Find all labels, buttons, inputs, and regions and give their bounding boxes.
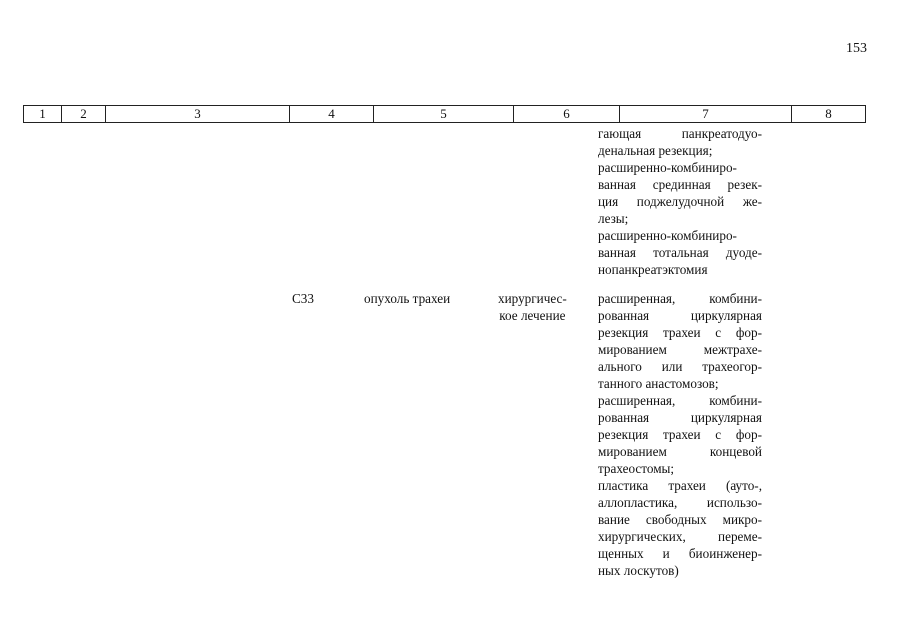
text-line: трахеостомы; (598, 461, 675, 476)
diagnosis-cell: опухоль трахеи (364, 291, 451, 306)
text-line: танного анастомозов; (598, 376, 719, 391)
column-header-5: 5 (374, 106, 514, 123)
column-header-6: 6 (514, 106, 620, 123)
text-line: аллопластика, использо- (598, 495, 762, 510)
text-line: резекция трахеи с фор- (598, 325, 762, 340)
text-line: вание свободных микро- (598, 512, 762, 527)
column-header-3: 3 (106, 106, 290, 123)
column-header-8: 8 (792, 106, 866, 123)
text-line: ального или трахеогор- (598, 359, 762, 374)
text-line: рованная циркулярная (598, 308, 762, 323)
text-line: расширенно-комбиниро- (598, 160, 737, 175)
treatment-type-cell (498, 290, 567, 324)
icd-code-cell: C33 (292, 291, 314, 306)
text-line: денальная резекция; (598, 143, 713, 158)
text-line: мированием межтрахе- (598, 342, 762, 357)
page-number: 153 (846, 41, 867, 56)
text-line: кое лечение (499, 308, 566, 323)
treatment-methods-cell (598, 290, 762, 579)
text-line: ция поджелудочной же- (598, 194, 762, 209)
text-line: расширенная, комбини- (598, 291, 762, 306)
column-header-7: 7 (620, 106, 792, 123)
column-header-table (23, 105, 866, 123)
text-line: пластика трахеи (ауто-, (598, 478, 762, 493)
text-line: ванная срединная резек- (598, 177, 762, 192)
text-line: рованная циркулярная (598, 410, 762, 425)
text-line: мированием концевой (598, 444, 762, 459)
column-header-4: 4 (290, 106, 374, 123)
text-line: расширенная, комбини- (598, 393, 762, 408)
text-line: щенных и биоинженер- (598, 546, 762, 561)
column-header-row (24, 106, 866, 123)
column-header-1: 1 (24, 106, 62, 123)
text-line: хирургических, переме- (598, 529, 762, 544)
continued-methods-cell (598, 125, 762, 278)
text-line: ных лоскутов) (598, 563, 679, 578)
text-line: хирургичес- (498, 291, 567, 306)
column-header-2: 2 (62, 106, 106, 123)
text-line: ванная тотальная дуоде- (598, 245, 762, 260)
text-line: гающая панкреатодуо- (598, 126, 762, 141)
text-line: резекция трахеи с фор- (598, 427, 762, 442)
text-line: нопанкреатэктомия (598, 262, 708, 277)
text-line: расширенно-комбиниро- (598, 228, 737, 243)
text-line: лезы; (598, 211, 629, 226)
